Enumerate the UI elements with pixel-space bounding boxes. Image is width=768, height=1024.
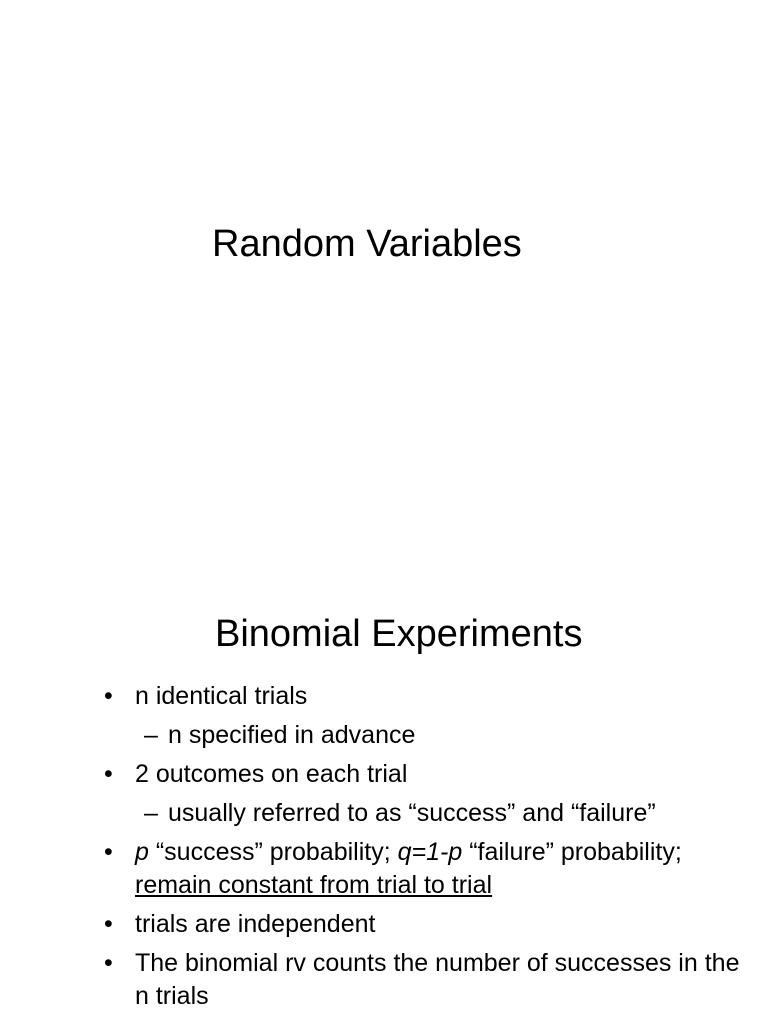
sub-bullet-specified-in-advance: – n specified in advance xyxy=(104,719,744,752)
bullet-independent-trials: • trials are independent xyxy=(104,908,744,941)
bullet-text: “success” probability; xyxy=(148,838,398,866)
slide-title: Binomial Experiments xyxy=(215,613,583,655)
q-formula: q=1-p xyxy=(397,838,463,866)
p-symbol: p xyxy=(135,838,149,866)
bullet-list xyxy=(104,680,744,1013)
bullet-probabilities xyxy=(104,836,744,902)
slide-title: Random Variables xyxy=(212,223,522,265)
underlined-text: remain constant from trial to trial xyxy=(135,871,493,899)
bullet-binomial-rv: • The binomial rv counts the number of successes in the n trials xyxy=(104,947,744,1013)
bullet-identical-trials: • n identical trials xyxy=(104,680,744,713)
bullet-two-outcomes: • 2 outcomes on each trial xyxy=(104,758,744,791)
bullet-text: “failure” probability; xyxy=(462,838,682,866)
slide-binomial-experiments xyxy=(0,512,768,1024)
sub-bullet-success-failure: – usually referred to as “success” and “failure” xyxy=(104,797,744,830)
